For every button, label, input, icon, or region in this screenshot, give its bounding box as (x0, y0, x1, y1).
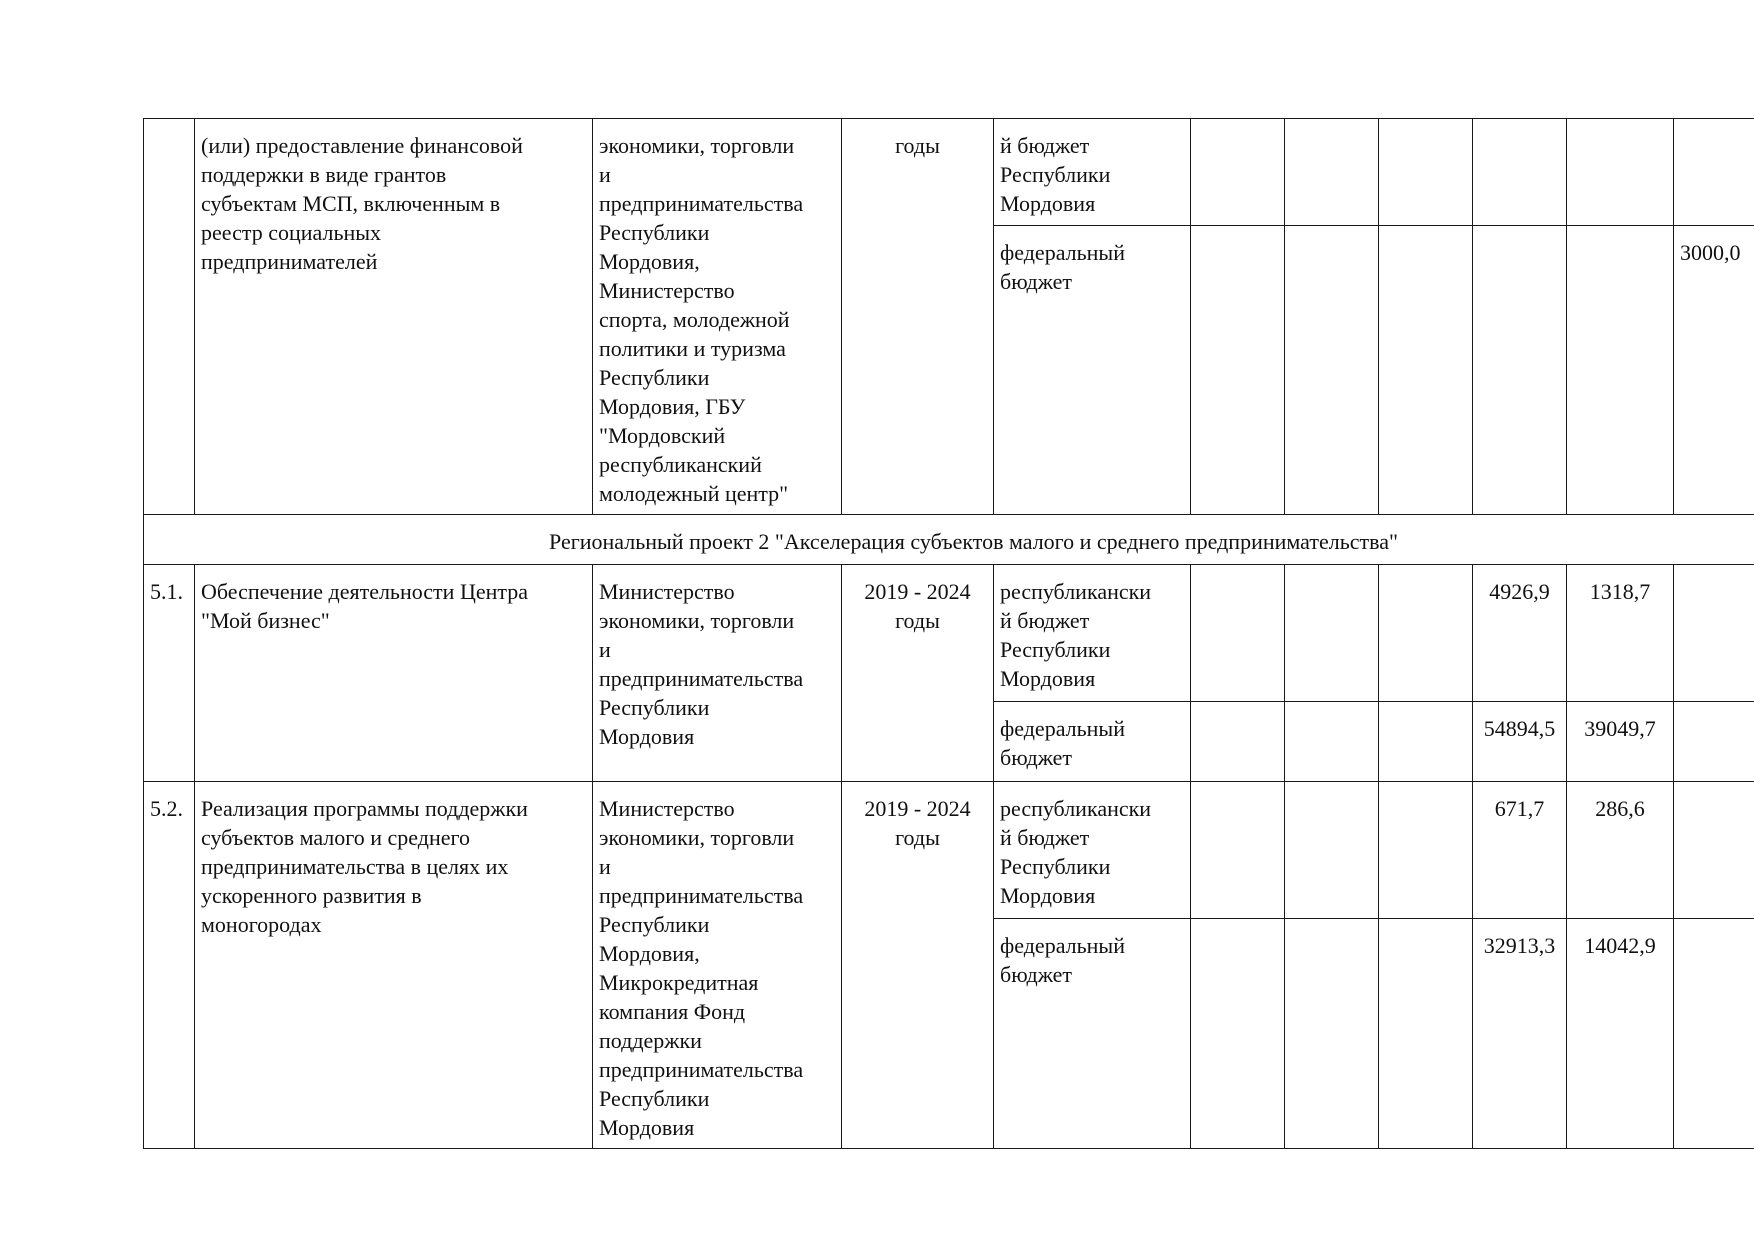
value-cell (1567, 119, 1674, 226)
funding-source: й бюджет Республики Мордовия (994, 119, 1191, 226)
value-cell: 54894,5 (1473, 702, 1567, 782)
value-cell (1379, 782, 1473, 919)
value-cell: 4926,9 (1473, 565, 1567, 702)
value-cell: 3000,0 (1674, 225, 1754, 514)
value-cell (1674, 782, 1754, 919)
event-name: (или) предоставление финансовой поддержки в виде грантов субъектам МСП, включенным в реестр социальных предпринимателей (195, 119, 593, 515)
value-cell (1379, 702, 1473, 782)
value-cell (1674, 119, 1754, 226)
value-cell (1191, 119, 1285, 226)
value-cell (1379, 919, 1473, 1149)
value-cell (1285, 119, 1379, 226)
value-cell (1567, 225, 1674, 514)
value-cell (1379, 565, 1473, 702)
value-cell: 1318,7 (1567, 565, 1674, 702)
value-cell: 39049,7 (1567, 702, 1674, 782)
funding-source: федеральный бюджет (994, 225, 1191, 514)
funding-source: республикански й бюджет Республики Мордовия (994, 782, 1191, 919)
value-cell (1285, 782, 1379, 919)
value-cell (1191, 565, 1285, 702)
value-cell (1473, 225, 1567, 514)
value-cell: 671,7 (1473, 782, 1567, 919)
event-name: Реализация программы поддержки субъектов малого и среднего предпринимательства в целях их ускоренного развития в моногородах (195, 782, 593, 1149)
value-cell (1674, 702, 1754, 782)
budget-table (143, 118, 1754, 1149)
section-row (144, 515, 1754, 565)
value-cell (1191, 782, 1285, 919)
value-cell: 14042,9 (1567, 919, 1674, 1149)
term: 2019 - 2024 годы (842, 782, 994, 1149)
term: 2019 - 2024 годы (842, 565, 994, 782)
table-row (144, 565, 1754, 702)
funding-source: федеральный бюджет (994, 919, 1191, 1149)
value-cell (1285, 565, 1379, 702)
funding-source: федеральный бюджет (994, 702, 1191, 782)
event-name: Обеспечение деятельности Центра "Мой бизнес" (195, 565, 593, 782)
table-row (144, 119, 1754, 226)
row-number: 5.1. (144, 565, 195, 782)
term: годы (842, 119, 994, 515)
value-cell (1674, 565, 1754, 702)
value-cell (1379, 119, 1473, 226)
section-title: Региональный проект 2 "Акселерация субъектов малого и среднего предпринимательства" (144, 515, 1754, 565)
value-cell (1285, 919, 1379, 1149)
value-cell (1674, 919, 1754, 1149)
funding-source: республикански й бюджет Республики Мордовия (994, 565, 1191, 702)
executor: Министерство экономики, торговли и предпринимательства Республики Мордовия, Микрокредитная компания Фонд поддержки предпринимательства Республики Мордовия (593, 782, 842, 1149)
value-cell: 32913,3 (1473, 919, 1567, 1149)
value-cell: 286,6 (1567, 782, 1674, 919)
value-cell (1191, 919, 1285, 1149)
table-row (144, 782, 1754, 919)
row-number: 5.2. (144, 782, 195, 1149)
value-cell (1379, 225, 1473, 514)
executor: Министерство экономики, торговли и предпринимательства Республики Мордовия (593, 565, 842, 782)
value-cell (1191, 702, 1285, 782)
value-cell (1191, 225, 1285, 514)
row-number (144, 119, 195, 515)
value-cell (1285, 702, 1379, 782)
value-cell (1285, 225, 1379, 514)
value-cell (1473, 119, 1567, 226)
executor: экономики, торговли и предпринимательства Республики Мордовия, Министерство спорта, молодежной политики и туризма Республики Мордовия, ГБУ "Мордовский республиканский молодежный центр" (593, 119, 842, 515)
